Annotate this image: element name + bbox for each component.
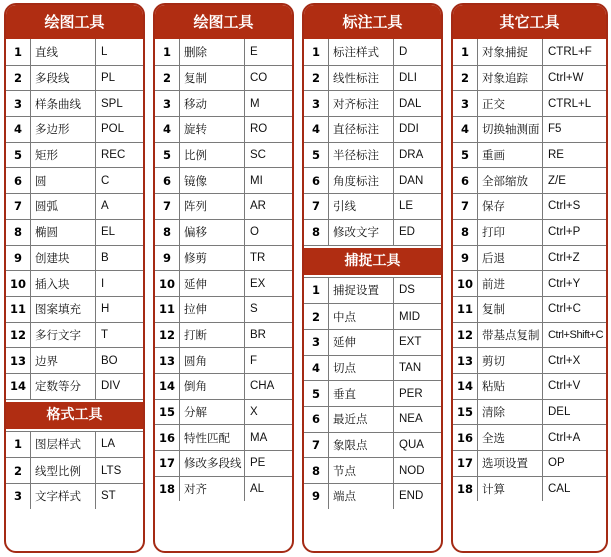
shortcut-command: TAN: [399, 361, 422, 374]
tool-name: 切点: [329, 356, 394, 381]
panel-title: 绘图工具: [155, 5, 292, 39]
shortcut-command: NEA: [399, 413, 423, 426]
shortcut-command: EL: [101, 226, 116, 239]
row-number: 7: [155, 194, 180, 219]
row-number: 9: [453, 246, 478, 271]
row-number: 4: [304, 117, 329, 142]
table-row: [453, 116, 606, 142]
shortcut-command: Ctrl+W: [548, 72, 584, 85]
row-number: 3: [155, 91, 180, 116]
table-row: [6, 432, 143, 458]
shortcut-command: DAL: [399, 97, 422, 110]
row-number: 8: [453, 220, 478, 245]
table-row: [155, 193, 292, 219]
shortcut-command: Ctrl+P: [548, 226, 581, 239]
tool-name: 节点: [329, 458, 394, 483]
table-row: [304, 329, 441, 355]
row-number: 17: [453, 451, 478, 476]
table-row: [453, 476, 606, 502]
shortcut-command: LE: [399, 200, 414, 213]
row-number: 2: [304, 304, 329, 329]
table-row: [304, 90, 441, 116]
table-row: [155, 347, 292, 373]
tool-name: 半径标注: [329, 143, 394, 168]
snap-tools-list: [304, 277, 441, 509]
row-number: 7: [304, 194, 329, 219]
tool-name: 边界: [31, 348, 96, 373]
tool-name: 带基点复制: [478, 323, 543, 348]
tool-name: 镜像: [180, 168, 245, 193]
row-number: 1: [6, 432, 31, 458]
tool-name: 插入块: [31, 271, 96, 296]
shortcut-command: POL: [101, 123, 125, 136]
tool-name: 直线: [31, 39, 96, 65]
row-number: 2: [304, 66, 329, 91]
shortcut-command: X: [250, 405, 258, 418]
row-number: 1: [304, 278, 329, 304]
table-row: [304, 432, 441, 458]
shortcut-command: RE: [548, 149, 564, 162]
tool-name: 多段线: [31, 66, 96, 91]
tool-name: 定数等分: [31, 374, 96, 399]
shortcut-command: Ctrl+S: [548, 200, 581, 213]
tool-name: 样条曲线: [31, 91, 96, 116]
shortcut-command: DDI: [399, 123, 419, 136]
row-number: 8: [155, 220, 180, 245]
shortcut-command: Ctrl+C: [548, 303, 581, 316]
shortcut-command: MA: [250, 431, 268, 444]
table-row: [6, 322, 143, 348]
table-row: [155, 373, 292, 399]
shortcut-command: LTS: [101, 464, 122, 477]
row-number: 6: [453, 168, 478, 193]
tool-name: 分解: [180, 400, 245, 425]
row-number: 2: [453, 66, 478, 91]
row-number: 9: [304, 484, 329, 509]
tool-name: 后退: [478, 246, 543, 271]
table-row: [453, 193, 606, 219]
shortcut-command: DLI: [399, 72, 417, 85]
shortcut-command: MI: [250, 174, 263, 187]
tool-name: 复制: [180, 66, 245, 91]
shortcut-command: PE: [250, 457, 266, 470]
row-number: 6: [304, 407, 329, 432]
tool-name: 打断: [180, 323, 245, 348]
table-row: [304, 167, 441, 193]
row-number: 14: [6, 374, 31, 399]
table-row: [155, 39, 292, 65]
table-row: [155, 142, 292, 168]
row-number: 1: [155, 39, 180, 65]
tool-name: 偏移: [180, 220, 245, 245]
shortcut-command: D: [399, 45, 408, 58]
table-row: [155, 450, 292, 476]
row-number: 9: [155, 246, 180, 271]
shortcut-command: REC: [101, 149, 126, 162]
shortcut-command: ED: [399, 226, 415, 239]
table-row: [453, 219, 606, 245]
tool-name: 剪切: [478, 348, 543, 373]
shortcut-command: RO: [250, 123, 268, 136]
shortcut-command: EXT: [399, 336, 422, 349]
table-row: [155, 399, 292, 425]
row-number: 11: [453, 297, 478, 322]
row-number: 15: [453, 400, 478, 425]
draw-tools-list: [6, 39, 143, 400]
shortcut-command: SC: [250, 149, 266, 162]
panel-title: 标注工具: [304, 5, 441, 39]
shortcut-command: Ctrl+Shift+C: [548, 328, 604, 341]
tool-name: 计算: [478, 477, 543, 502]
row-number: 16: [453, 425, 478, 450]
row-number: 14: [155, 374, 180, 399]
row-number: 3: [6, 484, 31, 509]
shortcut-command: LA: [101, 438, 116, 451]
table-row: [453, 296, 606, 322]
dimension-tools-list: [304, 39, 441, 246]
table-row: [453, 450, 606, 476]
row-number: 5: [155, 143, 180, 168]
row-number: 7: [304, 433, 329, 458]
row-number: 3: [304, 91, 329, 116]
tool-name: 多边形: [31, 117, 96, 142]
tool-name: 延伸: [180, 271, 245, 296]
table-row: [155, 219, 292, 245]
panel-dimension-tools: [302, 3, 443, 553]
table-row: [6, 193, 143, 219]
table-row: [304, 39, 441, 65]
row-number: 3: [6, 91, 31, 116]
table-row: [6, 373, 143, 399]
tool-name: 象限点: [329, 433, 394, 458]
row-number: 1: [453, 39, 478, 65]
tool-name: 旋转: [180, 117, 245, 142]
table-row: [6, 65, 143, 91]
table-row: [6, 219, 143, 245]
tool-name: 多行文字: [31, 323, 96, 348]
shortcut-command: TR: [250, 251, 266, 264]
row-number: 6: [6, 168, 31, 193]
tool-name: 比例: [180, 143, 245, 168]
tool-name: 角度标注: [329, 168, 394, 193]
table-row: [155, 167, 292, 193]
panel-other-tools: [451, 3, 608, 553]
tool-name: 清除: [478, 400, 543, 425]
tool-name: 重画: [478, 143, 543, 168]
shortcut-command: F: [250, 354, 258, 367]
shortcut-command: CTRL+L: [548, 97, 592, 110]
shortcut-command: C: [101, 174, 110, 187]
shortcut-command: DRA: [399, 149, 424, 162]
row-number: 6: [155, 168, 180, 193]
table-row: [155, 116, 292, 142]
row-number: 12: [453, 323, 478, 348]
tool-name: 阵列: [180, 194, 245, 219]
table-row: [453, 39, 606, 65]
shortcut-command: AR: [250, 200, 266, 213]
shortcut-command: Ctrl+Z: [548, 251, 580, 264]
row-number: 5: [304, 381, 329, 406]
row-number: 11: [155, 297, 180, 322]
row-number: 13: [453, 348, 478, 373]
table-row: [6, 245, 143, 271]
row-number: 4: [155, 117, 180, 142]
tool-name: 最近点: [329, 407, 394, 432]
tool-name: 打印: [478, 220, 543, 245]
shortcut-command: T: [101, 328, 109, 341]
tool-name: 拉伸: [180, 297, 245, 322]
shortcut-command: CAL: [548, 483, 571, 496]
shortcut-command: NOD: [399, 464, 425, 477]
row-number: 6: [304, 168, 329, 193]
tool-name: 对象捕捉: [478, 39, 543, 65]
section-title: 格式工具: [6, 402, 143, 429]
shortcut-command: BR: [250, 328, 266, 341]
table-row: [6, 270, 143, 296]
tool-name: 全选: [478, 425, 543, 450]
tool-name: 端点: [329, 484, 394, 509]
shortcut-command: M: [250, 97, 260, 110]
row-number: 11: [6, 297, 31, 322]
shortcut-command: PL: [101, 72, 116, 85]
tool-name: 移动: [180, 91, 245, 116]
tool-name: 选项设置: [478, 451, 543, 476]
tool-name: 圆弧: [31, 194, 96, 219]
panel-title: 绘图工具: [6, 5, 143, 39]
table-row: [6, 39, 143, 65]
row-number: 12: [6, 323, 31, 348]
tool-name: 图案填充: [31, 297, 96, 322]
table-row: [6, 142, 143, 168]
panel-modify-tools: [153, 3, 294, 553]
row-number: 17: [155, 451, 180, 476]
row-number: 7: [6, 194, 31, 219]
row-number: 7: [453, 194, 478, 219]
shortcut-command: END: [399, 490, 424, 503]
table-row: [155, 296, 292, 322]
table-row: [155, 65, 292, 91]
shortcut-command: O: [250, 226, 259, 239]
tool-name: 标注样式: [329, 39, 394, 65]
table-row: [304, 457, 441, 483]
row-number: 10: [453, 271, 478, 296]
shortcut-command: Ctrl+V: [548, 380, 581, 393]
tool-name: 正交: [478, 91, 543, 116]
table-row: [155, 245, 292, 271]
shortcut-command: Ctrl+Y: [548, 277, 581, 290]
tool-name: 复制: [478, 297, 543, 322]
tool-name: 前进: [478, 271, 543, 296]
tool-name: 线性标注: [329, 66, 394, 91]
format-tools-list: [6, 431, 143, 509]
tool-name: 引线: [329, 194, 394, 219]
shortcut-command: EX: [250, 277, 266, 290]
table-row: [453, 90, 606, 116]
tool-name: 修剪: [180, 246, 245, 271]
shortcut-command: DS: [399, 284, 415, 297]
tool-name: 图层样式: [31, 432, 96, 458]
row-number: 2: [6, 66, 31, 91]
row-number: 16: [155, 425, 180, 450]
section-title: 捕捉工具: [304, 248, 441, 275]
table-row: [155, 90, 292, 116]
row-number: 15: [155, 400, 180, 425]
table-row: [304, 483, 441, 509]
shortcut-command: A: [101, 200, 109, 213]
shortcut-command: CTRL+F: [548, 45, 592, 58]
table-row: [6, 90, 143, 116]
table-row: [6, 296, 143, 322]
tool-name: 切换轴测面: [478, 117, 543, 142]
row-number: 13: [155, 348, 180, 373]
table-row: [453, 167, 606, 193]
tool-name: 粘贴: [478, 374, 543, 399]
tool-name: 特性匹配: [180, 425, 245, 450]
tool-name: 线型比例: [31, 458, 96, 483]
tool-name: 延伸: [329, 330, 394, 355]
row-number: 14: [453, 374, 478, 399]
panel-draw-tools: [4, 3, 145, 553]
tool-name: 矩形: [31, 143, 96, 168]
tool-name: 倒角: [180, 374, 245, 399]
tool-name: 对齐标注: [329, 91, 394, 116]
tool-name: 椭圆: [31, 220, 96, 245]
tool-name: 修改多段线: [180, 451, 245, 476]
shortcut-command: BO: [101, 354, 118, 367]
shortcut-command: DEL: [548, 405, 571, 418]
table-row: [155, 424, 292, 450]
table-row: [304, 142, 441, 168]
tool-name: 垂直: [329, 381, 394, 406]
row-number: 1: [304, 39, 329, 65]
tool-name: 直径标注: [329, 117, 394, 142]
tool-name: 全部缩放: [478, 168, 543, 193]
shortcut-command: B: [101, 251, 109, 264]
table-row: [6, 347, 143, 373]
table-row: [6, 457, 143, 483]
tool-name: 删除: [180, 39, 245, 65]
shortcut-command: DIV: [101, 380, 121, 393]
tool-name: 文字样式: [31, 484, 96, 509]
row-number: 9: [6, 246, 31, 271]
table-row: [453, 322, 606, 348]
table-row: [6, 116, 143, 142]
shortcut-command: ST: [101, 490, 116, 503]
shortcut-command: PER: [399, 387, 423, 400]
table-row: [155, 270, 292, 296]
shortcut-command: E: [250, 45, 258, 58]
row-number: 4: [453, 117, 478, 142]
shortcut-command: AL: [250, 483, 265, 496]
row-number: 10: [155, 271, 180, 296]
row-number: 3: [304, 330, 329, 355]
table-row: [155, 322, 292, 348]
table-row: [453, 373, 606, 399]
row-number: 8: [304, 458, 329, 483]
table-row: [304, 303, 441, 329]
table-row: [155, 476, 292, 502]
other-tools-list: [453, 39, 606, 501]
table-row: [304, 193, 441, 219]
shortcut-command: S: [250, 303, 258, 316]
shortcut-command: SPL: [101, 97, 123, 110]
tool-name: 创建块: [31, 246, 96, 271]
panel-title: 其它工具: [453, 5, 606, 39]
row-number: 8: [6, 220, 31, 245]
tool-name: 对齐: [180, 477, 245, 502]
shortcut-command: Ctrl+X: [548, 354, 581, 367]
table-row: [6, 483, 143, 509]
shortcut-command: H: [101, 303, 110, 316]
table-row: [453, 245, 606, 271]
row-number: 5: [453, 143, 478, 168]
shortcut-command: F5: [548, 123, 562, 136]
shortcut-command: CHA: [250, 380, 275, 393]
row-number: 18: [453, 477, 478, 502]
shortcut-command: I: [101, 277, 105, 290]
table-row: [453, 142, 606, 168]
table-row: [304, 219, 441, 245]
table-row: [304, 406, 441, 432]
row-number: 12: [155, 323, 180, 348]
table-row: [304, 355, 441, 381]
row-number: 10: [6, 271, 31, 296]
table-row: [304, 380, 441, 406]
table-row: [6, 167, 143, 193]
tool-name: 圆: [31, 168, 96, 193]
modify-tools-list: [155, 39, 292, 501]
table-row: [453, 399, 606, 425]
shortcut-command: Ctrl+A: [548, 431, 581, 444]
row-number: 13: [6, 348, 31, 373]
row-number: 3: [453, 91, 478, 116]
shortcut-command: QUA: [399, 438, 424, 451]
shortcut-command: CO: [250, 72, 268, 85]
shortcut-command: MID: [399, 310, 421, 323]
row-number: 4: [304, 356, 329, 381]
row-number: 1: [6, 39, 31, 65]
table-row: [453, 347, 606, 373]
shortcut-command: L: [101, 45, 108, 58]
shortcut-command: Z/E: [548, 174, 566, 187]
row-number: 2: [155, 66, 180, 91]
table-row: [453, 65, 606, 91]
tool-name: 捕捉设置: [329, 278, 394, 304]
table-row: [304, 65, 441, 91]
row-number: 5: [6, 143, 31, 168]
row-number: 4: [6, 117, 31, 142]
shortcut-command: OP: [548, 457, 565, 470]
tool-name: 中点: [329, 304, 394, 329]
tool-name: 保存: [478, 194, 543, 219]
table-row: [304, 278, 441, 304]
table-row: [453, 424, 606, 450]
shortcut-command: DAN: [399, 174, 424, 187]
row-number: 8: [304, 220, 329, 245]
table-row: [304, 116, 441, 142]
row-number: 5: [304, 143, 329, 168]
table-row: [453, 270, 606, 296]
tool-name: 圆角: [180, 348, 245, 373]
row-number: 18: [155, 477, 180, 502]
tool-name: 修改文字: [329, 220, 394, 245]
row-number: 2: [6, 458, 31, 483]
tool-name: 对象追踪: [478, 66, 543, 91]
